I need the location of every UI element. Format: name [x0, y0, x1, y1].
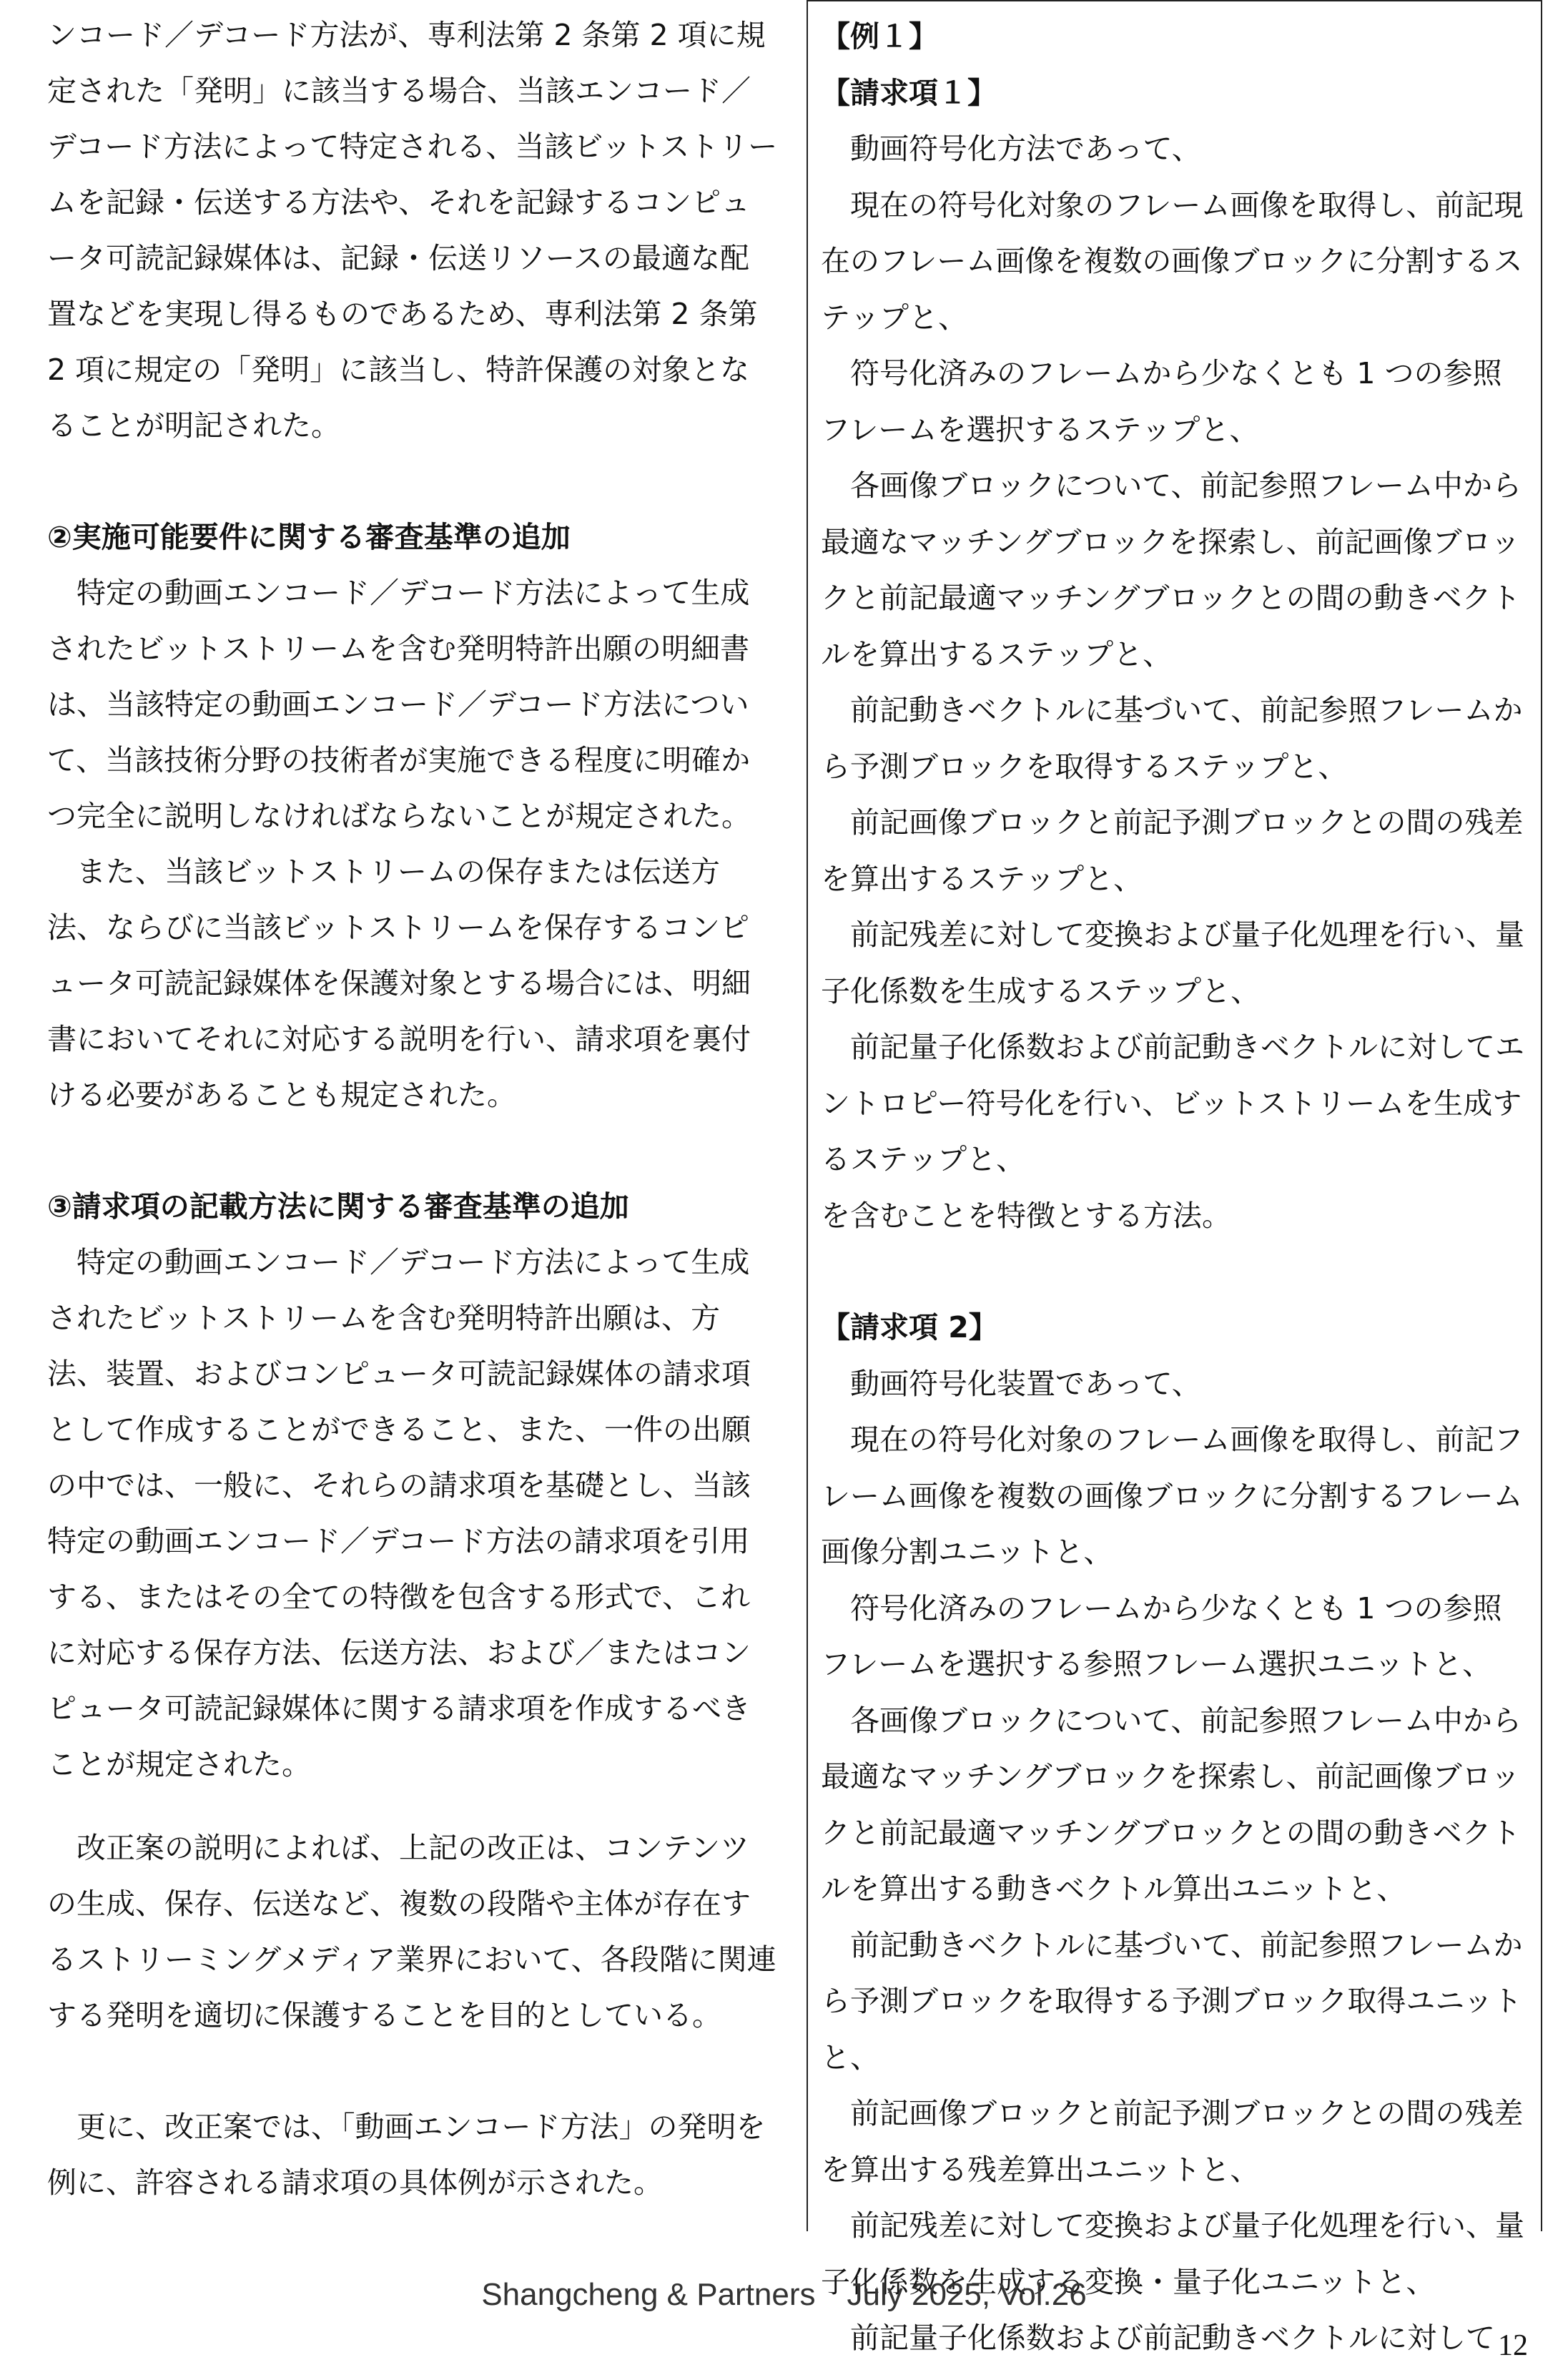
footer-publication: Shangcheng & Partners July 2025, Vol.26 — [481, 2277, 1087, 2312]
claim-2-label: 【請求項 2】 — [821, 1310, 998, 1344]
paragraph-2: 特定の動画エンコード／デコード方法によって生成されたビットストリームを含む発明特許出願の明細書は、当該特定の動画エンコード／デコード方法について、当該技術分野の技術者が実施できる程度に明確かつ完全に説明しなければならないことが規定された。 — [47, 576, 751, 833]
claim-1-line: 前記画像ブロックと前記予測ブロックとの間の残差を算出するステップと、 — [821, 805, 1524, 896]
paragraph-1: ンコード／デコード方法が、専利法第 2 条第 2 項に規定された「発明」に該当する場合、当該エンコード／デコード方法によって特定される、当該ビットストリームを記録・伝送する方法や、それを記録するコンピュータ可読記録媒体は、記録・伝送リソースの最適な配置などを実現し得るものであるため、専利法第 2 条第 2 項に規定の「発明」に該当し、特許保護の対象となることが明記された。 — [47, 18, 778, 443]
claim-2-line: 前記動きベクトルに基づいて、前記参照フレームから予測ブロックを取得する予測ブロック取得ユニットと、 — [821, 1927, 1523, 2075]
claim-1-line: 各画像ブロックについて、前記参照フレーム中から最適なマッチングブロックを探索し、前記画像ブロックと前記最適マッチングブロックとの間の動きベクトルを算出するステップと、 — [821, 468, 1522, 672]
claim-2-line: 前記量子化係数および前記動きベクトルに対して — [850, 2321, 1495, 2355]
claim-2-line: 動画符号化装置であって、 — [850, 1366, 1201, 1401]
claim-2-line: 符号化済みのフレームから少なくとも 1 つの参照フレームを選択する参照フレーム選択ユニットと、 — [821, 1590, 1502, 1681]
heading-claims: ③請求項の記載方法に関する審査基準の追加 — [47, 1189, 629, 1224]
claim-2-line: 現在の符号化対象のフレーム画像を取得し、前記フレーム画像を複数の画像ブロックに分割するフレーム画像分割ユニットと、 — [821, 1422, 1524, 1569]
claim-2-line: 前記画像ブロックと前記予測ブロックとの間の残差を算出する残差算出ユニットと、 — [821, 2096, 1524, 2187]
claim-1-line: 前記量子化係数および前記動きベクトルに対してエントロピー符号化を行い、ビットストリームを生成するステップと、 — [821, 1030, 1524, 1176]
paragraph-4: 特定の動画エンコード／デコード方法によって生成されたビットストリームを含む発明特許出願は、方法、装置、およびコンピュータ可読記録媒体の請求項として作成することができること、また、一件の出願の中では、一般に、それらの請求項を基礎とし、当該特定の動画エンコード／デコード方法の請求項を引用する、またはその全ての特徴を包含する形式で、これに対応する保存方法、伝送方法、および／またはコンピュータ可読記録媒体に関する請求項を作成するべきことが規定された。 — [47, 1245, 751, 1781]
claim-1-line: 現在の符号化対象のフレーム画像を取得し、前記現在のフレーム画像を複数の画像ブロックに分割するステップと、 — [821, 187, 1524, 335]
paragraph-3: また、当該ビットストリームの保存または伝送方法、ならびに当該ビットストリームを保存するコンピュータ可読記録媒体を保護対象とする場合には、明細書においてそれに対応する説明を行い、請求項を裏付ける必要があることも規定された。 — [47, 855, 751, 1112]
example-label: 【例１】 — [821, 19, 938, 54]
claim-1-line: 動画符号化方法であって、 — [850, 132, 1201, 166]
main-text-column — [47, 7, 778, 2211]
claim-1-label: 【請求項１】 — [821, 75, 997, 110]
paragraph-5: 改正案の説明によれば、上記の改正は、コンテンツの生成、保存、伝送など、複数の段階や主体が存在するストリーミングメディア業界において、各段階に関連する発明を適切に保護することを目的としている。 — [47, 1831, 776, 2032]
page-number: 12 — [1498, 2329, 1528, 2362]
claim-1-line: 符号化済みのフレームから少なくとも 1 つの参照フレームを選択するステップと、 — [821, 356, 1502, 447]
claim-1-line: 前記動きベクトルに基づいて、前記参照フレームから予測ブロックを取得するステップと、 — [821, 693, 1523, 784]
paragraph-6: 更に、改正案では、「動画エンコード方法」の発明を例に、許容される請求項の具体例が示された。 — [47, 2110, 766, 2200]
claim-2-line: 各画像ブロックについて、前記参照フレーム中から最適なマッチングブロックを探索し、前記画像ブロックと前記最適マッチングブロックとの間の動きベクトルを算出する動きベクトル算出ユニットと、 — [821, 1703, 1522, 1906]
claim-1-line: 前記残差に対して変換および量子化処理を行い、量子化係数を生成するステップと、 — [821, 918, 1524, 1008]
heading-enablement: ②実施可能要件に関する審査基準の追加 — [47, 520, 571, 554]
claim-1-end: を含むことを特徴とする方法。 — [821, 1198, 1231, 1233]
claim-2-line: 前記残差に対して変換および量子化処理を行い、量子化係数を生成する変換・量子化ユニットと、 — [821, 2208, 1524, 2299]
